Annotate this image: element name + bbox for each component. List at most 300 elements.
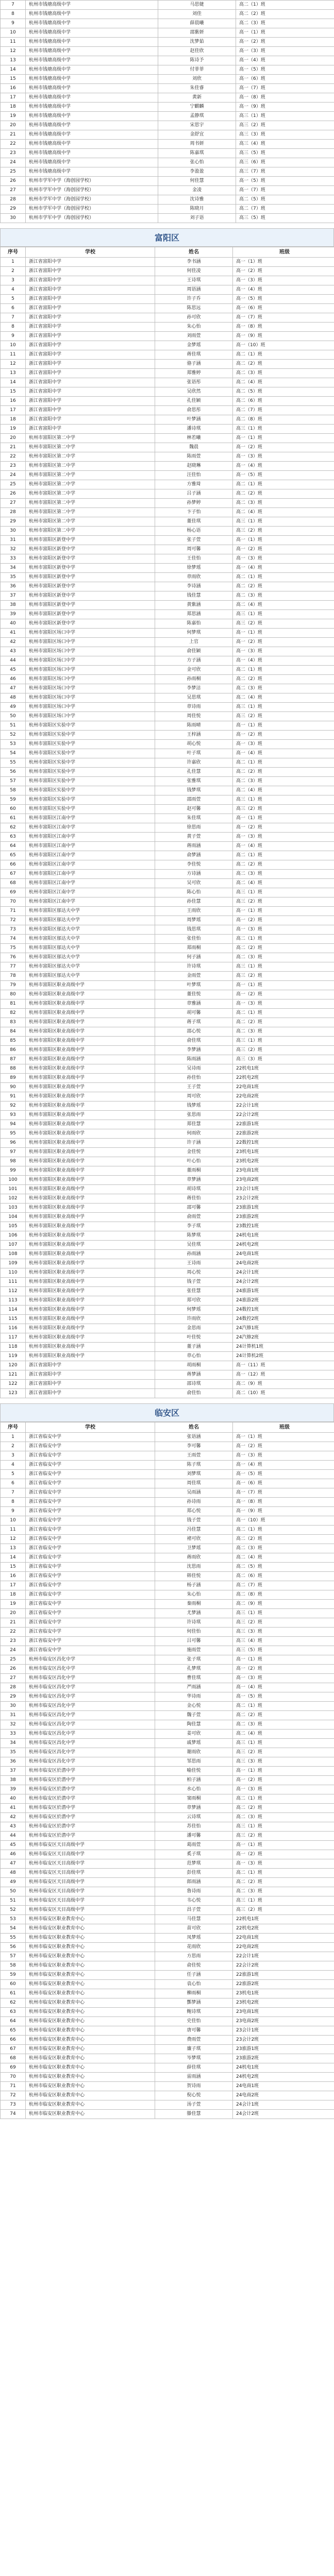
student-name-cell: 俞佳琪 [155,1037,233,1046]
row-number: 71 [1,907,26,916]
school-cell: 杭州市钱塘高级中学 [26,130,158,140]
class-cell: 高一（7）班 [233,1488,334,1498]
row-number: 23 [1,149,26,158]
class-cell: 23会计1班 [233,2026,334,2036]
row-number: 11 [1,1526,26,1535]
school-cell: 杭州市钱塘高级中学 [26,167,158,177]
table-row [1,103,334,112]
student-name-cell: 章梦涵 [155,1804,233,1813]
row-number: 26 [1,489,26,499]
class-cell: 高一（8）班 [233,323,334,332]
row-number: 14 [1,378,26,387]
header-class: 班级 [233,1422,334,1433]
school-cell: 杭州市临安区天目高级中学 [26,1869,155,1878]
table-row [1,962,334,972]
student-name-cell: 柳雨桐 [155,1989,233,1998]
class-cell: 高二（6）班 [233,397,334,406]
school-cell: 杭州市临安区天目高级中学 [26,1906,155,1915]
student-name-cell: 韦心悦 [155,1896,233,1906]
school-cell: 杭州市临安区於潜中学 [26,1804,155,1813]
class-cell: 24机电2班 [233,2073,334,2082]
school-cell: 杭州市富阳区郁达夫中学 [26,916,155,925]
school-cell: 浙江省临安中学 [26,1535,155,1544]
school-cell: 杭州市富阳区职业高级中学 [26,1129,155,1139]
class-cell: 高一（3）班 [236,47,334,56]
school-cell: 浙江省富阳中学 [26,1389,155,1398]
class-cell: 高三（1）班 [233,1037,334,1046]
school-cell: 杭州市富阳区实验中学 [26,768,155,777]
school-cell: 浙江省富阳中学 [26,276,155,285]
row-number: 54 [1,749,26,758]
school-cell: 杭州市富阳区职业高级中学 [26,1296,155,1306]
school-cell: 杭州市钱塘高级中学 [26,140,158,149]
row-number: 52 [1,731,26,740]
student-name-cell: 俞梦涵 [155,851,233,860]
class-cell: 高二（4）班 [233,508,334,517]
table-row [1,471,334,480]
row-number: 123 [1,1389,26,1398]
class-cell: 高二（3）班 [233,1720,334,1730]
table-row [1,1646,334,1655]
row-number: 10 [1,341,26,350]
table-row [1,1600,334,1609]
student-name-cell: 汤子萱 [155,2100,233,2110]
table-row [1,2091,334,2100]
table-row [1,786,334,795]
school-cell: 杭州市富阳区江南中学 [26,888,155,897]
class-cell: 高二（3）班 [233,1813,334,1822]
student-name-cell: 刘雨萱 [155,332,233,341]
class-cell: 23电商2班 [233,2017,334,2026]
row-number: 7 [1,313,26,323]
class-cell: 22电商2班 [233,1943,334,1952]
school-cell: 杭州市富阳区郁达夫中学 [26,972,155,981]
class-cell: 高二（4）班 [233,879,334,888]
school-cell: 杭州市富阳区职业高级中学 [26,1046,155,1055]
school-cell: 杭州市富阳区场口中学 [26,703,155,712]
student-name-cell: 周佳琪 [155,1479,233,1488]
row-number: 84 [1,1027,26,1037]
row-number: 31 [1,536,26,545]
table-row [1,425,334,434]
table-row [1,805,334,814]
table-row [1,360,334,369]
class-cell: 高一（9）班 [233,332,334,341]
row-number: 24 [1,158,26,167]
row-number: 14 [1,65,26,75]
school-cell: 杭州市钱塘高级中学 [26,75,158,84]
table-row [1,1479,334,1488]
student-name-cell: 黄子萱 [155,833,233,842]
school-cell: 杭州市富阳区江南中学 [26,870,155,879]
table-row [1,610,334,619]
school-cell: 杭州市富阳区职业高级中学 [26,990,155,999]
table-row [1,489,334,499]
student-name-cell: 王诗琪 [155,276,233,285]
class-cell: 高二（3）班 [233,1027,334,1037]
table-row [1,1581,334,1590]
row-number: 11 [1,350,26,360]
section-spacer [0,223,334,228]
row-number: 28 [1,508,26,517]
row-number: 41 [1,1804,26,1813]
row-number: 12 [1,1535,26,1544]
class-cell: 高二（2）班 [233,489,334,499]
table-row [1,1702,334,1711]
row-number: 112 [1,1287,26,1296]
student-name-cell: 周书妍 [158,140,236,149]
student-name-cell: 金思雨 [155,1324,233,1333]
student-name-cell: 陈诗予 [158,56,236,65]
table-row [1,2045,334,2054]
school-cell: 杭州市富阳区职业高级中学 [26,1083,155,1092]
school-cell: 杭州市富阳区场口中学 [26,647,155,656]
school-cell: 杭州市富阳区实验中学 [26,777,155,786]
class-cell: 高一（2）班 [233,731,334,740]
school-cell: 杭州市临安区昌化中学 [26,1711,155,1720]
school-cell: 杭州市富阳区新登中学 [26,573,155,582]
table-row [1,1129,334,1139]
table-row [1,158,334,167]
class-cell: 23旅游2班 [233,2054,334,2063]
class-cell: 24会计2班 [233,2110,334,2119]
school-cell: 杭州市临安区职业教育中心 [26,2036,155,2045]
student-name-cell: 许雨欣 [155,1315,233,1324]
table-row [1,545,334,554]
header-school: 学校 [26,247,155,258]
student-name-cell: 胡诗琪 [155,1185,233,1194]
class-cell: 高一（1）班 [233,258,334,267]
student-name-cell: 张语彤 [155,378,233,387]
table-row [1,1739,334,1748]
student-name-cell: 李盈盈 [158,167,236,177]
class-cell: 高三（1）班 [233,517,334,527]
table-row [1,195,334,205]
row-number: 88 [1,1064,26,1074]
school-cell: 杭州市富阳区职业高级中学 [26,1259,155,1268]
row-number: 23 [1,462,26,471]
row-number: 75 [1,944,26,953]
class-cell: 高二（4）班 [233,1730,334,1739]
row-number: 57 [1,1952,26,1961]
student-name-cell: 何佳凌 [155,267,233,276]
student-name-cell: 刘子语 [158,214,236,223]
row-number: 1 [1,1433,26,1442]
school-cell: 杭州市富阳区职业高级中学 [26,999,155,1009]
table-row [1,870,334,879]
row-number: 35 [1,1748,26,1757]
school-cell: 杭州市临安区昌化中学 [26,1702,155,1711]
student-name-cell: 金佳悦 [155,1148,233,1157]
student-name-cell: 叶心怡 [155,1157,233,1166]
class-cell: 22会计2班 [233,1961,334,1971]
row-number: 117 [1,1333,26,1343]
class-cell: 22机电1班 [233,1915,334,1924]
class-cell: 24数控1班 [233,1306,334,1315]
row-number: 27 [1,186,26,195]
school-cell: 杭州市临安区昌化中学 [26,1730,155,1739]
table-row [1,1952,334,1961]
student-name-cell: 史佳怡 [155,2017,233,2026]
row-number: 35 [1,573,26,582]
school-cell: 杭州市临安区天目高级中学 [26,1878,155,1887]
student-name-cell: 杨子涵 [155,1581,233,1590]
table-row [1,2036,334,2045]
student-name-cell: 薛晨曦 [158,19,236,28]
school-cell: 杭州市富阳区职业高级中学 [26,1009,155,1018]
student-name-cell: 宁麒麟 [158,103,236,112]
table-row [1,1526,334,1535]
row-number: 99 [1,1166,26,1176]
class-cell: 23会计1班 [233,1185,334,1194]
class-cell: 23数控1班 [233,1222,334,1231]
student-name-cell: 滕佳慧 [155,2110,233,2119]
school-cell: 杭州市富阳区职业高级中学 [26,1194,155,1204]
row-number: 116 [1,1324,26,1333]
school-cell: 浙江省富阳中学 [26,267,155,276]
table-row [1,712,334,721]
student-name-cell: 何子涵 [155,953,233,962]
class-cell: 高三（7）班 [236,167,334,177]
school-cell: 杭州市富阳区职业高级中学 [26,1213,155,1222]
table-row [1,851,334,860]
school-cell: 浙江省富阳中学 [26,285,155,295]
student-name-cell: 张子萱 [155,536,233,545]
student-name-cell: 张语涵 [155,1433,233,1442]
class-cell: 22电商2班 [233,1092,334,1101]
class-cell: 23机电2班 [233,1998,334,2008]
student-name-cell: 陈梦琪 [155,1231,233,1241]
school-cell: 浙江省临安中学 [26,1516,155,1526]
table-row [1,1841,334,1850]
table-row [1,1544,334,1553]
student-name-cell: 戚梦瑶 [155,1739,233,1748]
school-cell: 杭州市富阳区江南中学 [26,823,155,833]
table-row [1,397,334,406]
table-row [1,517,334,527]
school-cell: 浙江省临安中学 [26,1637,155,1646]
table-row [1,1101,334,1111]
student-name-cell: 林若曦 [155,434,233,443]
class-cell: 高二（2）班 [233,360,334,369]
class-cell: 23机电2班 [233,1157,334,1166]
class-cell: 22机电2班 [233,1074,334,1083]
row-number: 45 [1,666,26,675]
school-cell: 杭州市临安区职业教育中心 [26,1971,155,1980]
class-cell: 高二（1）班 [236,1,334,10]
student-name-cell: 何梦琪 [155,629,233,638]
student-name-cell: 徐梦瑶 [155,564,233,573]
table-row [1,1989,334,1998]
class-cell: 高二（2）班 [233,1018,334,1027]
school-cell: 浙江省富阳中学 [26,1380,155,1389]
school-cell: 杭州市富阳区新登中学 [26,582,155,591]
school-cell: 杭州市钱塘高级中学 [26,47,158,56]
student-name-cell: 赵可馨 [155,805,233,814]
school-cell: 浙江省富阳中学 [26,360,155,369]
school-cell: 杭州市富阳区实验中学 [26,749,155,758]
school-cell: 杭州市富阳区新登中学 [26,591,155,601]
school-cell: 杭州市富阳区实验中学 [26,731,155,740]
school-cell: 杭州市富阳区场口中学 [26,638,155,647]
table-row [1,1692,334,1702]
row-number: 122 [1,1380,26,1389]
student-name-cell: 黄紫涵 [155,601,233,610]
table-row [1,1878,334,1887]
student-name-cell: 金雨萱 [155,972,233,981]
student-name-cell: 吕子涵 [155,489,233,499]
student-name-cell: 沈思雨 [155,1563,233,1572]
student-name-cell: 邵诗琪 [155,1380,233,1389]
student-name-cell: 邵心悦 [155,1027,233,1037]
row-number: 87 [1,1055,26,1064]
row-number: 109 [1,1259,26,1268]
table-row [1,990,334,999]
student-name-cell: 李佳悦 [155,860,233,870]
table-row [1,406,334,415]
table-row [1,1674,334,1683]
row-number: 48 [1,693,26,703]
student-name-cell: 付菲菲 [158,65,236,75]
school-cell: 杭州市临安区昌化中学 [26,1683,155,1692]
student-name-cell: 吴佳琪 [155,1241,233,1250]
row-number: 77 [1,962,26,972]
class-cell: 高一（6）班 [233,1479,334,1488]
row-number: 8 [1,1498,26,1507]
school-cell: 浙江省临安中学 [26,1479,155,1488]
row-number: 81 [1,999,26,1009]
class-cell: 24会计2班 [233,1278,334,1287]
row-number: 118 [1,1343,26,1352]
school-cell: 浙江省富阳中学 [26,313,155,323]
table-row [1,38,334,47]
school-cell: 杭州市富阳区实验中学 [26,805,155,814]
row-number: 52 [1,1906,26,1915]
row-number: 18 [1,415,26,425]
student-name-cell: 鲍诗琪 [155,2008,233,2017]
table-row [1,267,334,276]
table-row [1,916,334,925]
student-name-cell: 蒋佳琪 [155,350,233,360]
student-name-cell: 吴欣然 [155,387,233,397]
table-row [1,1241,334,1250]
table-row [1,2110,334,2119]
student-name-cell: 孙可欣 [155,313,233,323]
table-row [1,740,334,749]
table-row [1,629,334,638]
school-cell: 杭州市临安区於潜中学 [26,1776,155,1785]
row-number: 49 [1,1878,26,1887]
student-name-cell: 秦雨桐 [155,1600,233,1609]
school-cell: 浙江省富阳中学 [26,369,155,378]
class-cell: 高三（2）班 [233,1618,334,1628]
school-cell: 杭州市富阳区新登中学 [26,536,155,545]
row-number: 25 [1,167,26,177]
table-row [1,313,334,323]
student-name-cell: 马思婕 [158,1,236,10]
school-cell: 杭州市富阳区实验中学 [26,795,155,805]
class-cell: 高二（1）班 [233,758,334,768]
row-number: 16 [1,397,26,406]
school-cell: 杭州市临安区职业教育中心 [26,2017,155,2026]
student-name-cell: 郑雅婷 [155,369,233,378]
school-cell: 杭州市临安区昌化中学 [26,1655,155,1665]
row-number: 13 [1,1544,26,1553]
student-name-cell: 孔佳颖 [155,397,233,406]
class-cell: 24电商2班 [233,1259,334,1268]
school-cell: 杭州市富阳区职业高级中学 [26,1231,155,1241]
student-name-cell: 喻佳悦 [155,1767,233,1776]
student-name-cell: 钱子萱 [155,1516,233,1526]
row-number: 10 [1,28,26,38]
school-cell: 杭州市富阳区江南中学 [26,860,155,870]
student-name-cell: 蒋雨欣 [155,1553,233,1563]
school-cell: 杭州市富阳区场口中学 [26,675,155,684]
row-number: 9 [1,19,26,28]
row-number: 73 [1,925,26,935]
table-row [1,378,334,387]
school-cell: 杭州市富阳区第二中学 [26,517,155,527]
student-name-cell: 谢雨欣 [155,1748,233,1757]
table-row [1,2054,334,2063]
class-cell: 高二（3）班 [233,1544,334,1553]
school-cell: 杭州市富阳区职业高级中学 [26,1268,155,1278]
school-cell: 杭州市富阳区郁达夫中学 [26,953,155,962]
table-row [1,1231,334,1241]
class-cell: 高二（2）班 [233,944,334,953]
table-row [1,536,334,545]
table-row [1,1433,334,1442]
row-number: 90 [1,1083,26,1092]
school-cell: 杭州市富阳区职业高级中学 [26,1333,155,1343]
school-cell: 杭州市临安区职业教育中心 [26,2026,155,2036]
class-cell: 高一（11）班 [233,1361,334,1370]
class-cell: 高一（3）班 [233,1859,334,1869]
row-number: 50 [1,712,26,721]
school-cell: 杭州市富阳区职业高级中学 [26,1074,155,1083]
row-number: 53 [1,1915,26,1924]
class-cell: 高二（2）班 [233,1878,334,1887]
table-row [1,1563,334,1572]
class-cell: 高一（5）班 [233,295,334,304]
class-cell: 高一（4）班 [236,56,334,65]
class-cell: 高一（1）班 [233,1433,334,1442]
school-cell: 杭州市学军中学（海创园学校） [26,214,158,223]
class-cell: 23旅游2班 [233,1213,334,1222]
student-name-cell: 蒋子琪 [155,1018,233,1027]
table-row [1,749,334,758]
class-cell: 23电商1班 [233,2008,334,2017]
school-cell: 杭州市临安区职业教育中心 [26,1980,155,1989]
row-number: 8 [1,10,26,19]
table-row [1,2063,334,2073]
student-name-cell: 叶梦琪 [155,981,233,990]
row-number: 24 [1,1646,26,1655]
table-row [1,258,334,267]
school-cell: 杭州市富阳区职业高级中学 [26,1204,155,1213]
student-name-cell: 葛雨萱 [155,1841,233,1850]
row-number: 80 [1,990,26,999]
school-cell: 浙江省临安中学 [26,1628,155,1637]
row-number: 22 [1,452,26,462]
school-cell: 杭州市富阳区新登中学 [26,601,155,610]
student-name-cell: 汪佳怡 [155,471,233,480]
row-number: 22 [1,140,26,149]
class-cell: 高二（7）班 [233,1581,334,1590]
row-number: 72 [1,2091,26,2100]
class-cell: 高二（1）班 [233,480,334,489]
table-row [1,499,334,508]
